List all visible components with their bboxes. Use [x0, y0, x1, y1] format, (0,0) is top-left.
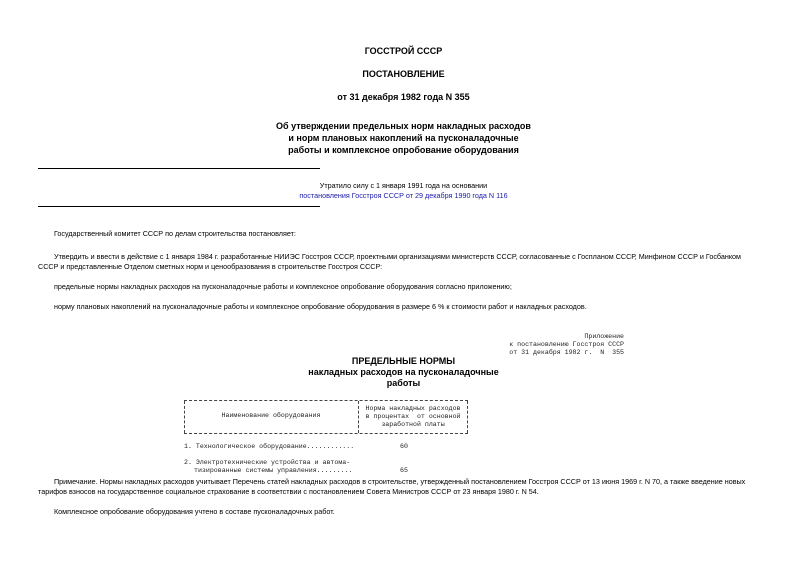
table-col-norm-header-line3: заработной платы: [381, 421, 445, 428]
table-row-1-name: 1. Технологическое оборудование............: [184, 443, 355, 450]
norms-table-header: [184, 400, 468, 434]
document-title-line1: Об утверждении предельных норм накладных расходов: [276, 121, 531, 131]
paragraph-planned-savings: норму плановых накоплений на пусконаладочные работы и комплексное опробование оборудования в размере 6 % к стоимости работ и накладных расходов.: [54, 302, 587, 311]
table-col-norm-header-line2: в процентах от основной: [365, 413, 461, 420]
document-type: ПОСТАНОВЛЕНИЕ: [362, 69, 445, 79]
paragraph-preamble: Государственный комитет СССР по делам строительства постановляет:: [54, 229, 296, 238]
table-col-norm-header-line1: Норма накладных расходов: [365, 405, 461, 412]
final-paragraph: Комплексное опробование оборудования учтено в составе пусконаладочных работ.: [54, 507, 335, 516]
table-col-equipment-header: Наименование оборудования: [221, 412, 321, 419]
repeal-link[interactable]: постановления Госстроя СССР от 29 декабря 1990 года N 116: [299, 191, 508, 200]
paragraph-approve-line1: Утвердить и ввести в действие с 1 января 1984 г. разработанные НИИЭС Госстроя СССР, проектными организациями министерств СССР, согласованные с Госпланом СССР, Минфином СССР и Госбанком: [54, 252, 742, 261]
norms-title: ПРЕДЕЛЬНЫЕ НОРМЫ: [351, 356, 456, 366]
appendix-reference: к постановлению Госстроя СССР: [509, 341, 624, 348]
document-title-line3: работы и комплексное опробование оборудования: [288, 145, 519, 155]
divider-bottom: [38, 206, 320, 207]
paragraph-approve-line2: СССР и представленные Отделом сметных норм и ценообразования в строительстве Госстроя СССР:: [38, 262, 383, 271]
org-name: ГОССТРОЙ СССР: [364, 46, 443, 56]
document-date: от 31 декабря 1982 года N 355: [337, 92, 470, 102]
appendix-date: от 31 декабря 1982 г. N 355: [509, 349, 624, 356]
table-row-2-name-line1: 2. Электротехнические устройства и автома-: [184, 459, 351, 466]
table-row-2-value: 65: [400, 467, 408, 474]
paragraph-overhead-norms: предельные нормы накладных расходов на пусконаладочные работы и комплексное опробование оборудования согласно приложению;: [54, 282, 512, 291]
table-row-2-name-line2: тизированные системы управления.........: [194, 467, 353, 474]
norms-subtitle-line1: накладных расходов на пусконаладочные: [308, 367, 499, 377]
table-row-1-value: 60: [400, 443, 408, 450]
document-title-line2: и норм плановых накоплений на пусконаладочные: [288, 133, 519, 143]
status-text: Утратило силу с 1 января 1991 года на основании: [319, 181, 488, 190]
norms-subtitle-line2: работы: [386, 378, 421, 388]
appendix-label: Приложение: [584, 333, 624, 340]
note-line1: Примечание. Нормы накладных расходов учитывает Перечень статей накладных расходов в строительстве, утвержденный постановлением Госстроя СССР от 13 июня 1969 г. N 70, а также введение новых: [54, 477, 746, 486]
note-line2: тарифов взносов на государственное социальное страхование в соответствии с постановлением Совета Министров СССР от 23 января 1980 г. N 54.: [38, 487, 539, 496]
divider-top: [38, 168, 320, 169]
